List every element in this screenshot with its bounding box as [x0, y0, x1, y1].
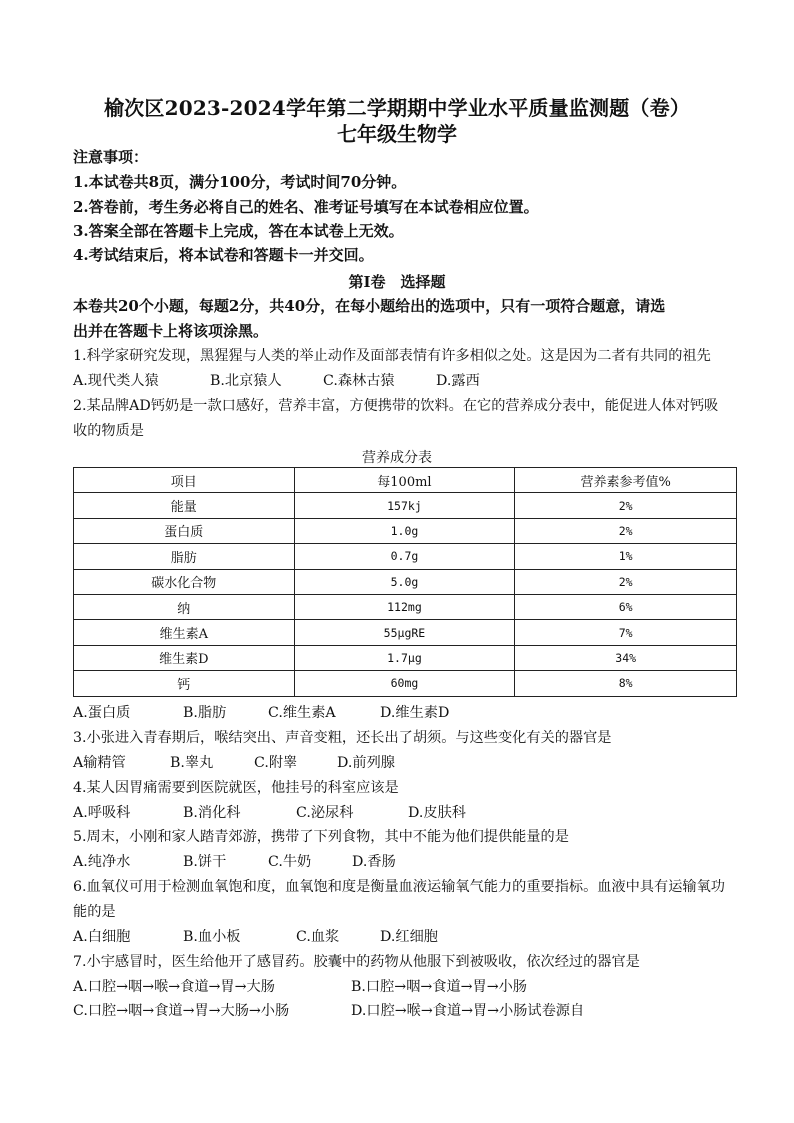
exam-subtitle: 七年级生物学 [337, 122, 457, 146]
option-c: C.口腔→咽→食道→胃→大肠→小肠 [73, 1003, 290, 1019]
table-row [74, 671, 737, 696]
table-cell: 脂肪 [74, 544, 295, 569]
option-d: D.皮肤科 [408, 805, 466, 821]
option-b: B.血小板 [183, 929, 241, 945]
nutrition-table [73, 467, 737, 697]
option-c: C.牛奶 [268, 854, 312, 870]
table-cell: 蛋白质 [74, 518, 295, 543]
table-cell: 6% [515, 594, 737, 619]
table-cell: 5.0g [294, 569, 515, 594]
notice-heading: 注意事项： [73, 148, 149, 166]
table-cell: 34% [515, 645, 737, 670]
table-header: 每100ml [294, 468, 515, 493]
question-stem: 6.血氧仪可用于检测血氧饱和度，血氧饱和度是衡量血液运输氧气能力的重要指标。血液中具有运输氧功 [73, 879, 725, 895]
question-stem: 4.某人因胃痛需要到医院就医，他挂号的科室应该是 [73, 780, 399, 796]
option-b: B.北京猿人 [210, 373, 282, 389]
table-row [74, 544, 737, 569]
question-stem: 5.周末，小刚和家人踏青郊游，携带了下列食物，其中不能为他们提供能量的是 [73, 829, 569, 845]
notice-item: 3.答案全部在答题卡上完成，答在本试卷上无效。 [73, 222, 404, 240]
option-c: C.森林古猿 [323, 373, 395, 389]
table-row [74, 594, 737, 619]
option-d: D.前列腺 [337, 755, 395, 771]
table-cell: 60mg [294, 671, 515, 696]
table-row [74, 645, 737, 670]
option-c: C.血浆 [296, 929, 340, 945]
question-stem: 收的物质是 [73, 423, 144, 439]
table-cell: 能量 [74, 493, 295, 518]
notice-item: 2.答卷前，考生务必将自己的姓名、准考证号填写在本试卷相应位置。 [73, 198, 539, 216]
option-b: B.脂肪 [183, 705, 227, 721]
question-stem: 1.科学家研究发现，黑猩猩与人类的举止动作及面部表情有许多相似之处。这是因为二者有共同的祖先 [73, 348, 711, 364]
table-caption: 营养成分表 [362, 450, 432, 466]
section-title: 第Ⅰ卷 选择题 [348, 273, 446, 291]
table-cell: 碳水化合物 [74, 569, 295, 594]
table-cell: 1% [515, 544, 737, 569]
question-stem: 3.小张进入青春期后，喉结突出、声音变粗，还长出了胡须。与这些变化有关的器官是 [73, 730, 612, 746]
table-row [74, 518, 737, 543]
table-row [74, 569, 737, 594]
option-c: C.泌尿科 [296, 805, 354, 821]
table-cell: 112mg [294, 594, 515, 619]
option-c: C.维生素A [268, 705, 336, 721]
option-d: D.口腔→喉→食道→胃→小肠试卷源自 [351, 1003, 585, 1019]
option-b: B.口腔→咽→食道→胃→小肠 [351, 979, 527, 995]
option-a: A.口腔→咽→喉→食道→胃→大肠 [73, 979, 275, 995]
section-instructions: 本卷共20个小题，每题2分，共40分，在每小题给出的选项中，只有一项符合题意，请选 [73, 297, 666, 315]
table-cell: 2% [515, 569, 737, 594]
section-instructions: 出并在答题卡上将该项涂黑。 [73, 322, 269, 340]
table-cell: 1.0g [294, 518, 515, 543]
option-a: A.纯净水 [73, 854, 131, 870]
option-d: D.维生素D [380, 705, 450, 721]
table-cell: 55μgRE [294, 620, 515, 645]
question-stem: 能的是 [73, 904, 116, 920]
table-cell: 2% [515, 493, 737, 518]
notice-item: 4.考试结束后，将本试卷和答题卡一并交回。 [73, 246, 374, 264]
option-d: D.红细胞 [380, 929, 438, 945]
option-a: A输精管 [73, 755, 126, 771]
table-header: 项目 [74, 468, 295, 493]
option-b: B.消化科 [183, 805, 241, 821]
notice-item: 1.本试卷共8页，满分100分，考试时间70分钟。 [73, 173, 407, 191]
table-cell: 8% [515, 671, 737, 696]
table-row [74, 620, 737, 645]
option-d: D.香肠 [352, 854, 396, 870]
option-a: A.现代类人猿 [73, 373, 159, 389]
table-cell: 0.7g [294, 544, 515, 569]
table-cell: 钙 [74, 671, 295, 696]
option-a: A.白细胞 [73, 929, 131, 945]
table-cell: 157kj [294, 493, 515, 518]
option-c: C.附睾 [254, 755, 298, 771]
option-b: B.饼干 [183, 854, 227, 870]
exam-title: 榆次区2023-2024学年第二学期期中学业水平质量监测题（卷） [103, 96, 691, 120]
question-stem: 2.某品牌AD钙奶是一款口感好，营养丰富，方便携带的饮料。在它的营养成分表中，能促进人体对钙吸 [73, 398, 719, 414]
option-d: D.露西 [436, 373, 480, 389]
option-a: A.呼吸科 [73, 805, 131, 821]
table-cell: 维生素D [74, 645, 295, 670]
table-header: 营养素参考值% [515, 468, 737, 493]
table-cell: 维生素A [74, 620, 295, 645]
table-header-row [74, 468, 737, 493]
option-a: A.蛋白质 [73, 705, 131, 721]
option-b: B.睾丸 [170, 755, 214, 771]
table-cell: 纳 [74, 594, 295, 619]
table-cell: 2% [515, 518, 737, 543]
table-cell: 1.7μg [294, 645, 515, 670]
table-row [74, 493, 737, 518]
question-stem: 7.小宇感冒时，医生给他开了感冒药。胶囊中的药物从他服下到被吸收，依次经过的器官是 [73, 954, 640, 970]
table-cell: 7% [515, 620, 737, 645]
